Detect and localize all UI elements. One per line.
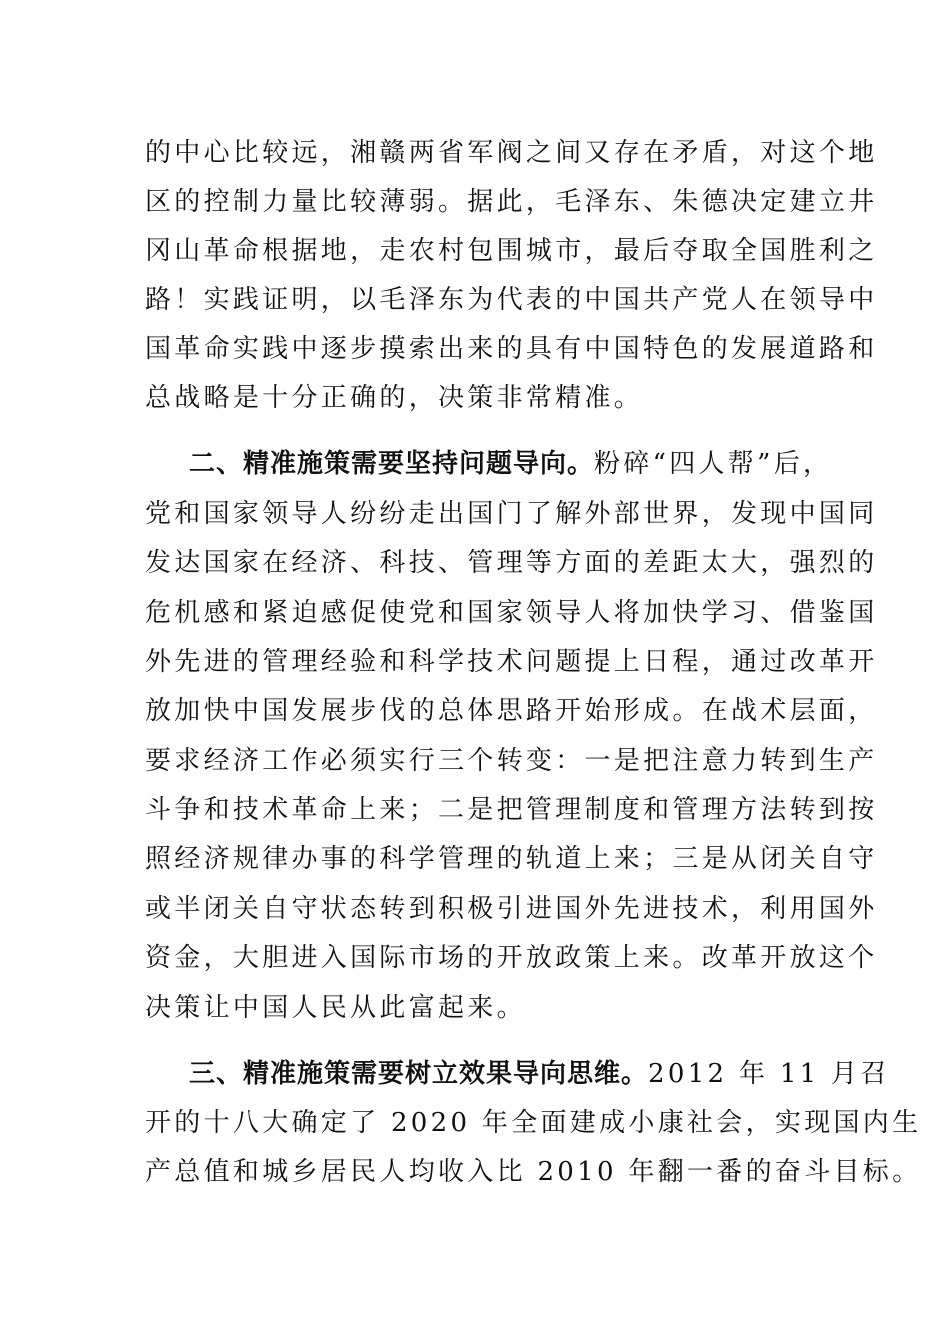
text-line: 路！实践证明，以毛泽东为代表的中国共产党人在领导中 xyxy=(145,285,878,315)
text-line: 冈山革命根据地，走农村包围城市，最后夺取全国胜利之 xyxy=(145,236,878,266)
section-heading: 三、精准施策需要树立效果导向思维。 xyxy=(189,1059,649,1089)
paragraph-first-line xyxy=(189,1054,890,1094)
text-line: 要求经济工作必须实行三个转变：一是把注意力转到生产 xyxy=(145,746,878,776)
text-line: 总战略是十分正确的，决策非常精准。 xyxy=(145,383,644,413)
text-line: 产总值和城乡居民人均收入比 2010 年翻一番的奋斗目标。 xyxy=(145,1157,922,1187)
text-line: 开的十八大确定了 2020 年全面建成小康社会，实现国内生 xyxy=(145,1108,922,1138)
text-line: 决策让中国人民从此富起来。 xyxy=(145,993,526,1023)
text-run: 2012 年 11 月召 xyxy=(648,1059,890,1089)
text-line: 的中心比较远，湘赣两省军阀之间又存在矛盾，对这个地 xyxy=(145,138,878,168)
text-line: 斗争和技术革命上来；二是把管理制度和管理方法转到按 xyxy=(145,795,878,825)
text-line: 资金，大胆进入国际市场的开放政策上来。改革开放这个 xyxy=(145,943,878,973)
text-line: 外先进的管理经验和科学技术问题提上日程，通过改革开 xyxy=(145,647,878,677)
text-line: 国革命实践中逐步摸索出来的具有中国特色的发展道路和 xyxy=(145,334,878,364)
text-line: 党和国家领导人纷纷走出国门了解外部世界，发现中国同 xyxy=(145,499,878,529)
text-line: 区的控制力量比较薄弱。据此，毛泽东、朱德决定建立井 xyxy=(145,187,878,217)
text-line: 危机感和紧迫感促使党和国家领导人将加快学习、借鉴国 xyxy=(145,598,878,628)
section-heading: 二、精准施策需要坚持问题导向。 xyxy=(189,449,595,479)
text-line: 放加快中国发展步伐的总体思路开始形成。在战术层面， xyxy=(145,696,878,726)
text-run: 粉碎“四人帮”后， xyxy=(594,449,833,479)
paragraph-first-line xyxy=(189,444,832,484)
text-line: 发达国家在经济、科技、管理等方面的差距太大，强烈的 xyxy=(145,548,878,578)
text-line: 或半闭关自守状态转到积极引进国外先进技术，利用国外 xyxy=(145,894,878,924)
text-line: 照经济规律办事的科学管理的轨道上来；三是从闭关自守 xyxy=(145,844,878,874)
